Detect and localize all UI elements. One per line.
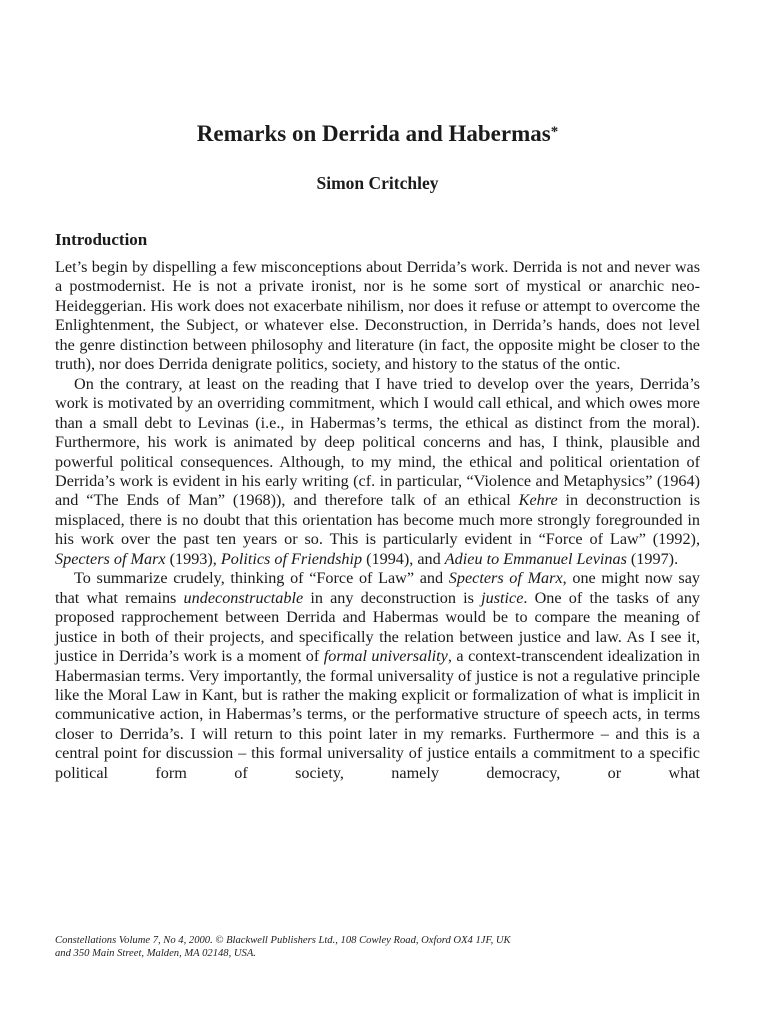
paragraph-3-text: , one might now say that what remains bbox=[55, 569, 700, 607]
italic-term: justice bbox=[481, 588, 524, 607]
paragraph-3-text: . One of the tasks of any proposed rapprochement between Derrida and Habermas would be to compare the meaning of justice in both of their projects, and specifically the relation between justice and law. As I see it, justice in Derrida’s work is a moment of bbox=[55, 588, 701, 666]
article-body bbox=[55, 258, 700, 783]
paragraph-2-text: (1997). bbox=[626, 549, 679, 568]
italic-term: Kehre bbox=[518, 491, 558, 510]
paragraph-3-text: in any deconstruction is bbox=[303, 588, 482, 607]
paragraph-2 bbox=[55, 375, 700, 570]
article-title-text: Remarks on Derrida and Habermas bbox=[196, 121, 551, 146]
section-heading: Introduction bbox=[55, 230, 148, 249]
footer-line-2: and 350 Main Street, Malden, MA 02148, USA. bbox=[55, 947, 256, 959]
book-title: Politics of Friendship bbox=[220, 549, 363, 568]
title-footnote-mark: * bbox=[550, 124, 559, 140]
book-title: Specters of Marx bbox=[448, 569, 563, 588]
book-title: Adieu to Emmanuel Levinas bbox=[444, 549, 627, 568]
article-page bbox=[55, 0, 700, 1024]
author-name: Simon Critchley bbox=[316, 173, 439, 193]
article-title bbox=[55, 116, 700, 150]
paragraph-3-text: To summarize crudely, thinking of “Force of Law” and bbox=[74, 569, 449, 588]
paragraph-2-text: in deconstruction is misplaced, there is no doubt that this orientation has become much more strongly foregrounded in his work over the past ten years or so. This is particularly evident in “Force of Law” (1992), bbox=[55, 491, 700, 549]
paragraph-2-text: On the contrary, at least on the reading that I have tried to develop over the years, Derrida’s work is motivated by an overriding commitment, which I would call ethical, and which owes more than a small debt to Levinas (i.e., in Habermas’s terms, the ethical as distinct from the moral). Furthermore, his work is animated by deep political concerns and has, I think, plausible and powerful political consequences. Although, to my mind, the ethical and political orientation of Derrida’s work is evident in his early writing (cf. in particular, “Violence and Metaphysics” (1964) and “The Ends of Man” (1968)), and therefore talk of an ethical bbox=[55, 374, 700, 510]
paragraph-3-text: , a context-transcendent idealization in Habermasian terms. Very importantly, the formal universality of justice is not a regulative principle like the Moral Law in Kant, but is rather the making explicit or formalization of what is implicit in communicative action, in Habermas’s terms, or the performative structure of speech acts, in terms closer to Derrida’s. I will return to this point later in my remarks. Furthermore – and this is a central point for discussion – this formal universality of justice entails a commitment to a specific political form of society, namely democracy, or what bbox=[55, 647, 700, 782]
paragraph-1: Let’s begin by dispelling a few misconceptions about Derrida’s work. Derrida is not and never was a postmodernist. He is not a private ironist, nor is he some sort of mystical or anarchic neo-Heideggerian. His work does not exacerbate nihilism, nor does it refuse or attempt to overcome the Enlightenment, the Subject, or whatever else. Deconstruction, in Derrida’s hands, does not level the genre distinction between philosophy and literature (in fact, the opposite might be closer to the truth), nor does Derrida denigrate politics, society, and history to the status of the ontic. bbox=[55, 258, 700, 374]
italic-term: formal universality bbox=[323, 647, 448, 666]
book-title: Specters of Marx bbox=[55, 549, 166, 568]
paragraph-3 bbox=[55, 569, 700, 783]
paragraph-2-text: (1994), and bbox=[362, 549, 445, 568]
italic-term: undeconstructable bbox=[183, 588, 304, 607]
footer-line-1: Constellations Volume 7, No 4, 2000. © Blackwell Publishers Ltd., 108 Cowley Road, Oxford OX4 1JF, UK bbox=[55, 935, 511, 946]
publication-footer bbox=[55, 935, 700, 960]
paragraph-2-text: (1993), bbox=[165, 549, 221, 568]
